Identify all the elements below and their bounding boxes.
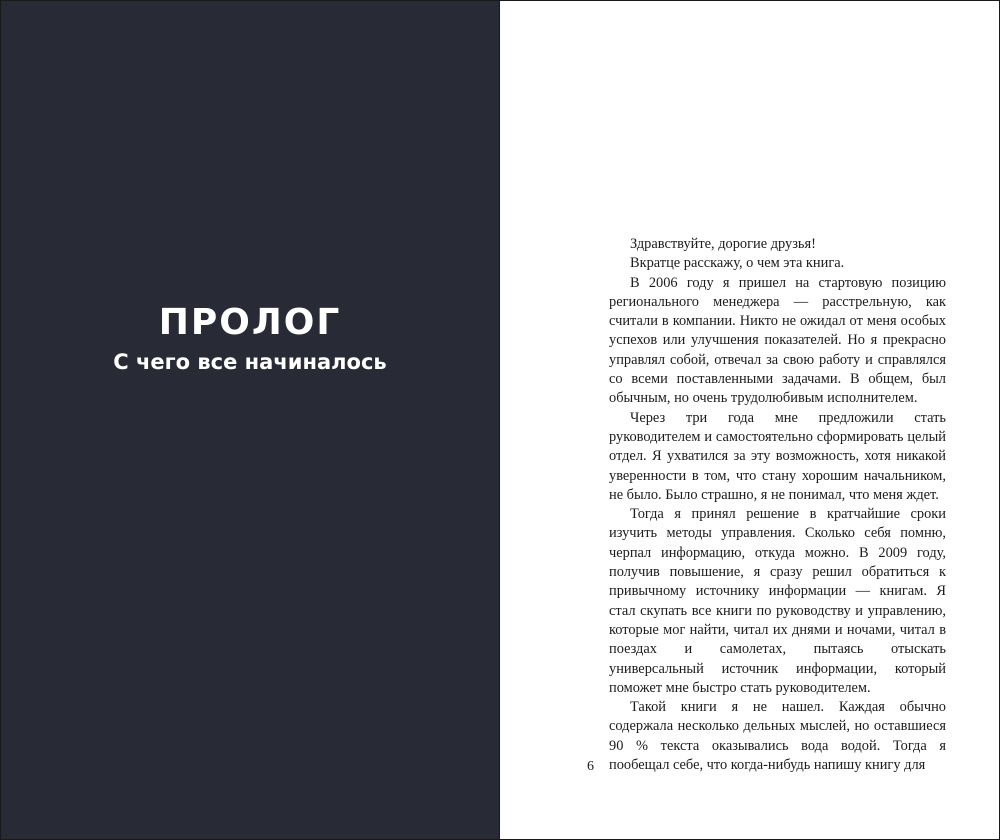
- paragraph-4: Через три года мне предложили стать руководителем и самостоятельно сформировать целый отдел. Я ухватился за эту возможность, хотя никакой уверенности в том, что стану хорошим начальником, не было. Было страшно, я не понимал, что меня ждет.: [609, 409, 946, 503]
- paragraph-6: Такой книги я не нашел. Каждая обычно содержала несколько дельных мыслей, но оставшиеся 90 % текста оказывались вода водой. Тогда я пообещал себе, что когда-нибудь напишу книгу для: [609, 699, 946, 774]
- paragraph-5: Тогда я принял решение в кратчайшие сроки изучить методы управления. Сколько себя помню, черпал информацию, откуда можно. В 2009 году, получив повышение, я сразу решил обратиться к привычному источнику информации — книгам. Я стал скупать все книги по руководству и управлению, которые мог найти, читал их днями и ночами, читал в поездах и самолетах, пытаясь отыскать универсальный источник информации, который поможет мне быстро стать руководителем.: [609, 506, 946, 696]
- chapter-title-block: [1, 301, 499, 377]
- page-number: 6: [587, 759, 594, 774]
- chapter-subtitle: С чего все начиналось: [113, 350, 387, 374]
- left-page: [1, 1, 500, 839]
- body-text: [609, 235, 946, 775]
- paragraph-1: Здравствуйте, дорогие друзья!: [630, 236, 816, 252]
- right-page: [500, 1, 999, 839]
- chapter-title: ПРОЛОГ: [158, 302, 342, 343]
- paragraph-3: В 2006 году я пришел на стартовую позицию регионального менеджера — расстрельную, как считали в компании. Никто не ожидал от меня особых успехов или улучшения показателей. Но я прекрасно управлял собой, отвечал за свою работу и справлялся со всеми поставленными задачами. В общем, был обычным, но очень трудолюбивым исполнителем.: [609, 274, 946, 407]
- paragraph-2: Вкратце расскажу, о чем эта книга.: [630, 255, 845, 272]
